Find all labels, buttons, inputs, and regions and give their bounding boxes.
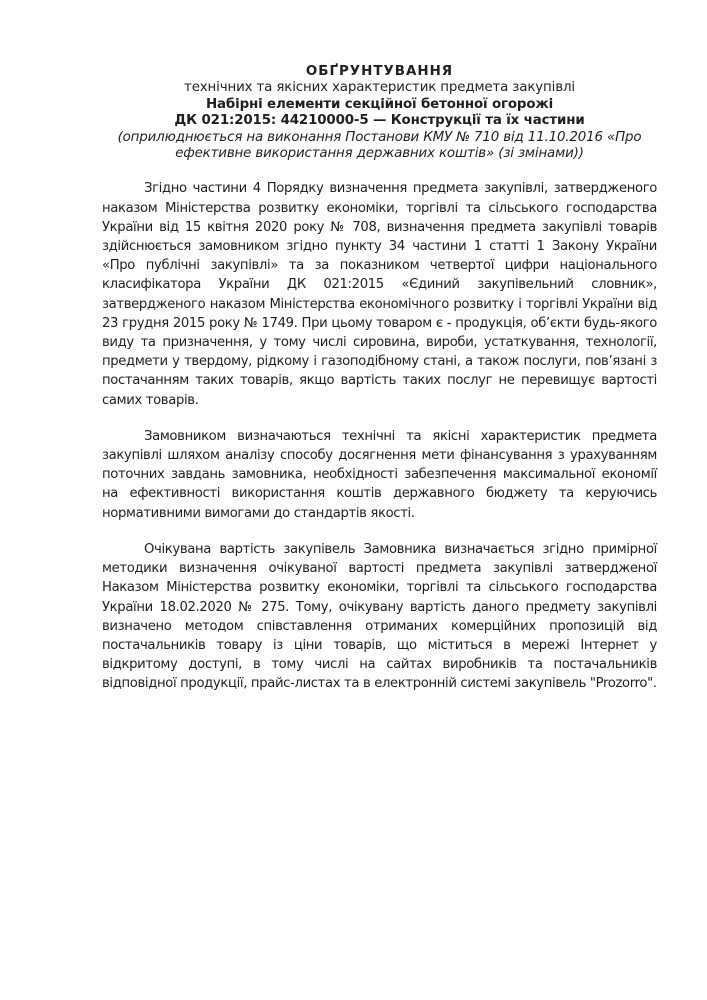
paragraph-procurement-definition: Згідно частини 4 Порядку визначення предмета закупівлі, затвердженого наказом Міністерства розвитку економіки, торгівлі та сільського господарства України від 15 квітня 2020 року № 708, визначення предмета закупівлі товарів здійснюється замовником згідно пункту 34 частини 1 статті 1 Закону України «Про публічні закупівлі» та за показником четвертої цифри національного класифікатора України ДК 021:2015 «Єдиний закупівельний словник», затвердженого наказом Міністерства економічного розвитку і торгівлі України від 23 грудня 2015 року № 1749. При цьому товаром є - продукція, об’єкти будь-якого виду та призначення, у тому числі сировина, вироби, устаткування, технології, предмети у твердому, рідкому і газоподібному стані, а також послуги, пов’язані з постачанням таких товарів, якщо вартість таких послуг не перевищує вартості самих товарів. xyxy=(102,181,657,408)
document-page xyxy=(102,64,657,711)
document-title: ОБҐРУНТУВАННЯ xyxy=(305,64,454,79)
procurement-subject: Набірні елементи секційної бетонної огорожі xyxy=(205,96,554,112)
document-subtitle: технічних та якісних характеристик предмета закупівлі xyxy=(184,80,575,96)
paragraph-technical-characteristics: Замовником визначаються технічні та якісні характеристик предмета закупівлі шляхом аналізу способу досягнення мети фінансування з урахуванням поточних завдань замовника, необхідності забезпечення максимальної економії на ефективності використання коштів державного бюджету та керуючись нормативними вимогами до стандартів якості. xyxy=(102,428,657,521)
document-body xyxy=(102,179,657,693)
paragraph-expected-cost: Очікувана вартість закупівель Замовника визначається згідно примірної методики визначення очікуваної вартості предмета закупівлі затвердженої Наказом Міністерства розвитку економіки, торгівлі та сільського господарства України 18.02.2020 № 275. Тому, очікувану вартість даного предмету закупівлі визначено методом співставлення отриманих комерційних пропозицій від постачальників товару із ціни товарів, що міститься в мережі Інтернет у відкритому доступі, в тому числі на сайтах виробників та постачальників відповідної продукції, прайс-листах та в електронній системі закупівель "Prozorro". xyxy=(102,541,657,692)
classifier-code: ДК 021:2015: 44210000-5 — Конструкції та їх частини xyxy=(174,113,585,129)
publication-note: (оприлюднюється на виконання Постанови КМУ № 710 від 11.10.2016 «Про ефективне використання державних коштів» (зі змінами)) xyxy=(117,129,642,162)
document-header xyxy=(102,64,657,162)
